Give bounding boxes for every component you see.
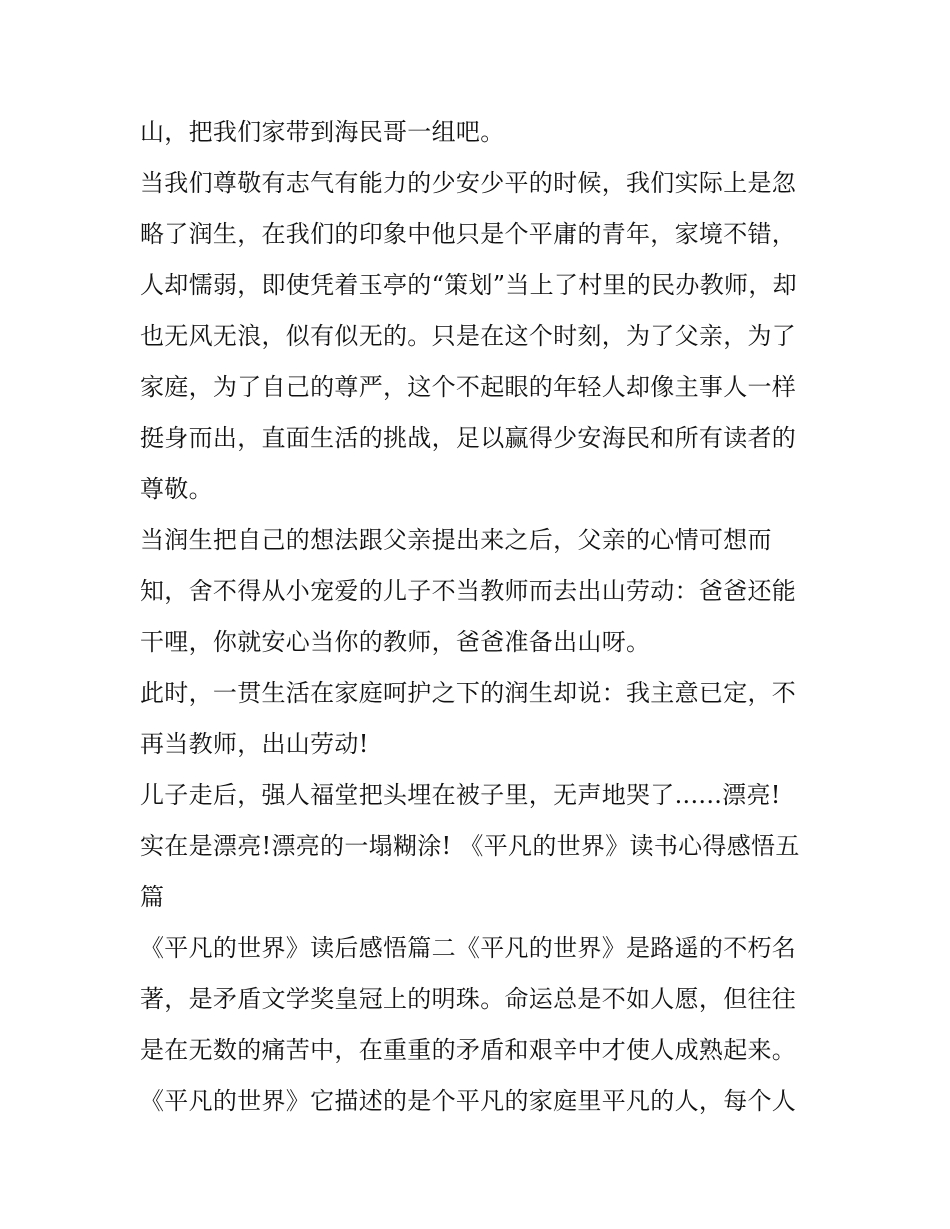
text-line: 儿子走后，强人福堂把头埋在被子里，无声地哭了......漂亮! [140,781,781,809]
body-text [140,107,820,1127]
text-line: 山，把我们家带到海民哥一组吧。 [140,118,505,146]
text-line: 尊敬。 [140,475,213,503]
text-line: 《平凡的世界》读后感悟篇二《平凡的世界》是路遥的不朽名 [140,934,797,962]
text-line: 也无风无浪，似有似无的。只是在这个时刻，为了父亲，为了 [140,322,797,350]
text-line: 再当教师，出山劳动! [140,730,369,758]
text-line: 当我们尊敬有志气有能力的少安少平的时候，我们实际上是忽 [140,169,797,197]
text-line: 略了润生，在我们的印象中他只是个平庸的青年，家境不错， [140,220,797,248]
text-line: 著，是矛盾文学奖皇冠上的明珠。命运总是不如人愿，但往往 [140,985,797,1013]
text-line: 当润生把自己的想法跟父亲提出来之后，父亲的心情可想而 [140,526,772,554]
text-line: 人却懦弱，即使凭着玉亭的“策划”当上了村里的民办教师，却 [140,271,797,299]
text-line: 干哩，你就安心当你的教师，爸爸准备出山呀。 [140,628,651,656]
text-line: 《平凡的世界》它描述的是个平凡的家庭里平凡的人，每个人 [140,1087,797,1115]
text-line: 篇 [140,883,165,911]
text-line: 此时，一贯生活在家庭呵护之下的润生却说：我主意已定，不 [140,679,797,707]
text-line: 挺身而出，直面生活的挑战，足以赢得少安海民和所有读者的 [140,424,797,452]
text-line: 实在是漂亮!漂亮的一塌糊涂! 《平凡的世界》读书心得感悟五 [140,832,800,860]
text-line: 是在无数的痛苦中，在重重的矛盾和艰辛中才使人成熟起来。 [140,1036,797,1064]
text-line: 家庭，为了自己的尊严，这个不起眼的年轻人却像主事人一样 [140,373,797,401]
text-line: 知，舍不得从小宠爱的儿子不当教师而去出山劳动：爸爸还能 [140,577,797,605]
